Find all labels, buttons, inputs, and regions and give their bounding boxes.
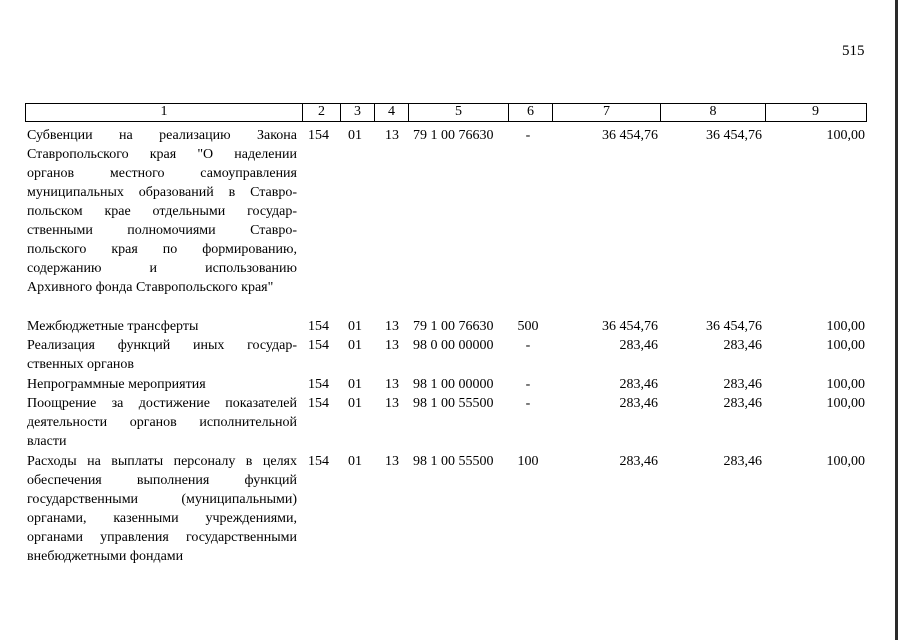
header-col-3: 3 xyxy=(340,104,374,121)
description-line: Архивного фонда Ставропольского края" xyxy=(27,280,274,295)
description-line: ственными полномочиями Ставро- xyxy=(27,223,297,238)
cell-section: 01 xyxy=(348,338,362,353)
cell-target-article: 79 1 00 76630 xyxy=(413,128,494,143)
cell-planned-amount: 283,46 xyxy=(619,454,658,469)
scan-page-edge xyxy=(895,0,898,640)
description-line: Непрограммные мероприятия xyxy=(27,377,206,392)
cell-subsection: 13 xyxy=(385,454,399,469)
row-description xyxy=(27,336,297,374)
description-line: Поощрение за достижение показателей xyxy=(27,396,297,411)
description-line: содержанию и использованию xyxy=(27,261,297,276)
cell-target-article: 98 1 00 55500 xyxy=(413,396,494,411)
header-col-5: 5 xyxy=(408,104,508,121)
header-col-1: 1 xyxy=(160,104,168,119)
cell-target-article: 79 1 00 76630 xyxy=(413,319,494,334)
description-line: власти xyxy=(27,434,67,449)
cell-expense-type: 100 xyxy=(517,454,539,469)
cell-executed-amount: 36 454,76 xyxy=(706,319,762,334)
header-col-7: 7 xyxy=(552,104,660,121)
description-line: ственных органов xyxy=(27,357,135,372)
cell-ministry-code: 154 xyxy=(308,396,329,411)
cell-ministry-code: 154 xyxy=(308,454,329,469)
cell-section: 01 xyxy=(348,454,362,469)
header-col-8: 8 xyxy=(660,104,765,121)
cell-expense-type: - xyxy=(525,396,531,411)
row-description xyxy=(27,317,297,336)
description-line: муниципальных образований в Ставро- xyxy=(27,185,297,200)
header-col-6: 6 xyxy=(508,104,552,121)
cell-executed-amount: 283,46 xyxy=(723,396,762,411)
cell-subsection: 13 xyxy=(385,377,399,392)
cell-subsection: 13 xyxy=(385,128,399,143)
cell-subsection: 13 xyxy=(385,319,399,334)
description-line: Расходы на выплаты персоналу в целях xyxy=(27,454,297,469)
row-description xyxy=(27,126,297,297)
cell-target-article: 98 1 00 00000 xyxy=(413,377,494,392)
cell-planned-amount: 36 454,76 xyxy=(602,128,658,143)
description-line: органами, казенными учреждениями, xyxy=(27,511,297,526)
header-col-9: 9 xyxy=(765,104,865,121)
cell-ministry-code: 154 xyxy=(308,319,329,334)
cell-subsection: 13 xyxy=(385,338,399,353)
cell-ministry-code: 154 xyxy=(308,128,329,143)
cell-section: 01 xyxy=(348,396,362,411)
header-col-4: 4 xyxy=(374,104,408,121)
cell-expense-type: 500 xyxy=(517,319,539,334)
cell-target-article: 98 0 00 00000 xyxy=(413,338,494,353)
cell-expense-type: - xyxy=(525,377,531,392)
cell-executed-amount: 283,46 xyxy=(723,377,762,392)
cell-executed-amount: 36 454,76 xyxy=(706,128,762,143)
cell-section: 01 xyxy=(348,128,362,143)
cell-executed-amount: 283,46 xyxy=(723,454,762,469)
cell-execution-percent: 100,00 xyxy=(826,454,865,469)
description-line: обеспечения выполнения функций xyxy=(27,473,297,488)
row-description xyxy=(27,375,297,394)
row-description xyxy=(27,394,297,451)
cell-executed-amount: 283,46 xyxy=(723,338,762,353)
description-line: польского края по формированию, xyxy=(27,242,297,257)
description-line: Реализация функций иных государ- xyxy=(27,338,297,353)
cell-execution-percent: 100,00 xyxy=(826,396,865,411)
cell-planned-amount: 283,46 xyxy=(619,377,658,392)
description-line: польском крае отдельными государ- xyxy=(27,204,297,219)
cell-planned-amount: 36 454,76 xyxy=(602,319,658,334)
cell-expense-type: - xyxy=(525,338,531,353)
description-line: органами управления государственными xyxy=(27,530,297,545)
cell-planned-amount: 283,46 xyxy=(619,396,658,411)
cell-expense-type: - xyxy=(525,128,531,143)
cell-ministry-code: 154 xyxy=(308,377,329,392)
table-header xyxy=(25,103,867,122)
cell-section: 01 xyxy=(348,377,362,392)
description-line: деятельности органов исполнительной xyxy=(27,415,297,430)
header-col-2: 2 xyxy=(302,104,340,121)
description-line: внебюджетными фондами xyxy=(27,549,184,564)
page-number: 515 xyxy=(842,43,865,59)
description-line: Ставропольского края "О наделении xyxy=(27,147,297,162)
row-description xyxy=(27,452,297,566)
cell-execution-percent: 100,00 xyxy=(826,338,865,353)
cell-execution-percent: 100,00 xyxy=(826,319,865,334)
cell-execution-percent: 100,00 xyxy=(826,377,865,392)
description-line: Субвенции на реализацию Закона xyxy=(27,128,297,143)
cell-execution-percent: 100,00 xyxy=(826,128,865,143)
cell-target-article: 98 1 00 55500 xyxy=(413,454,494,469)
description-line: органов местного самоуправления xyxy=(27,166,297,181)
description-line: Межбюджетные трансферты xyxy=(27,319,199,334)
cell-section: 01 xyxy=(348,319,362,334)
cell-planned-amount: 283,46 xyxy=(619,338,658,353)
description-line: государственными (муниципальными) xyxy=(27,492,297,507)
cell-ministry-code: 154 xyxy=(308,338,329,353)
cell-subsection: 13 xyxy=(385,396,399,411)
